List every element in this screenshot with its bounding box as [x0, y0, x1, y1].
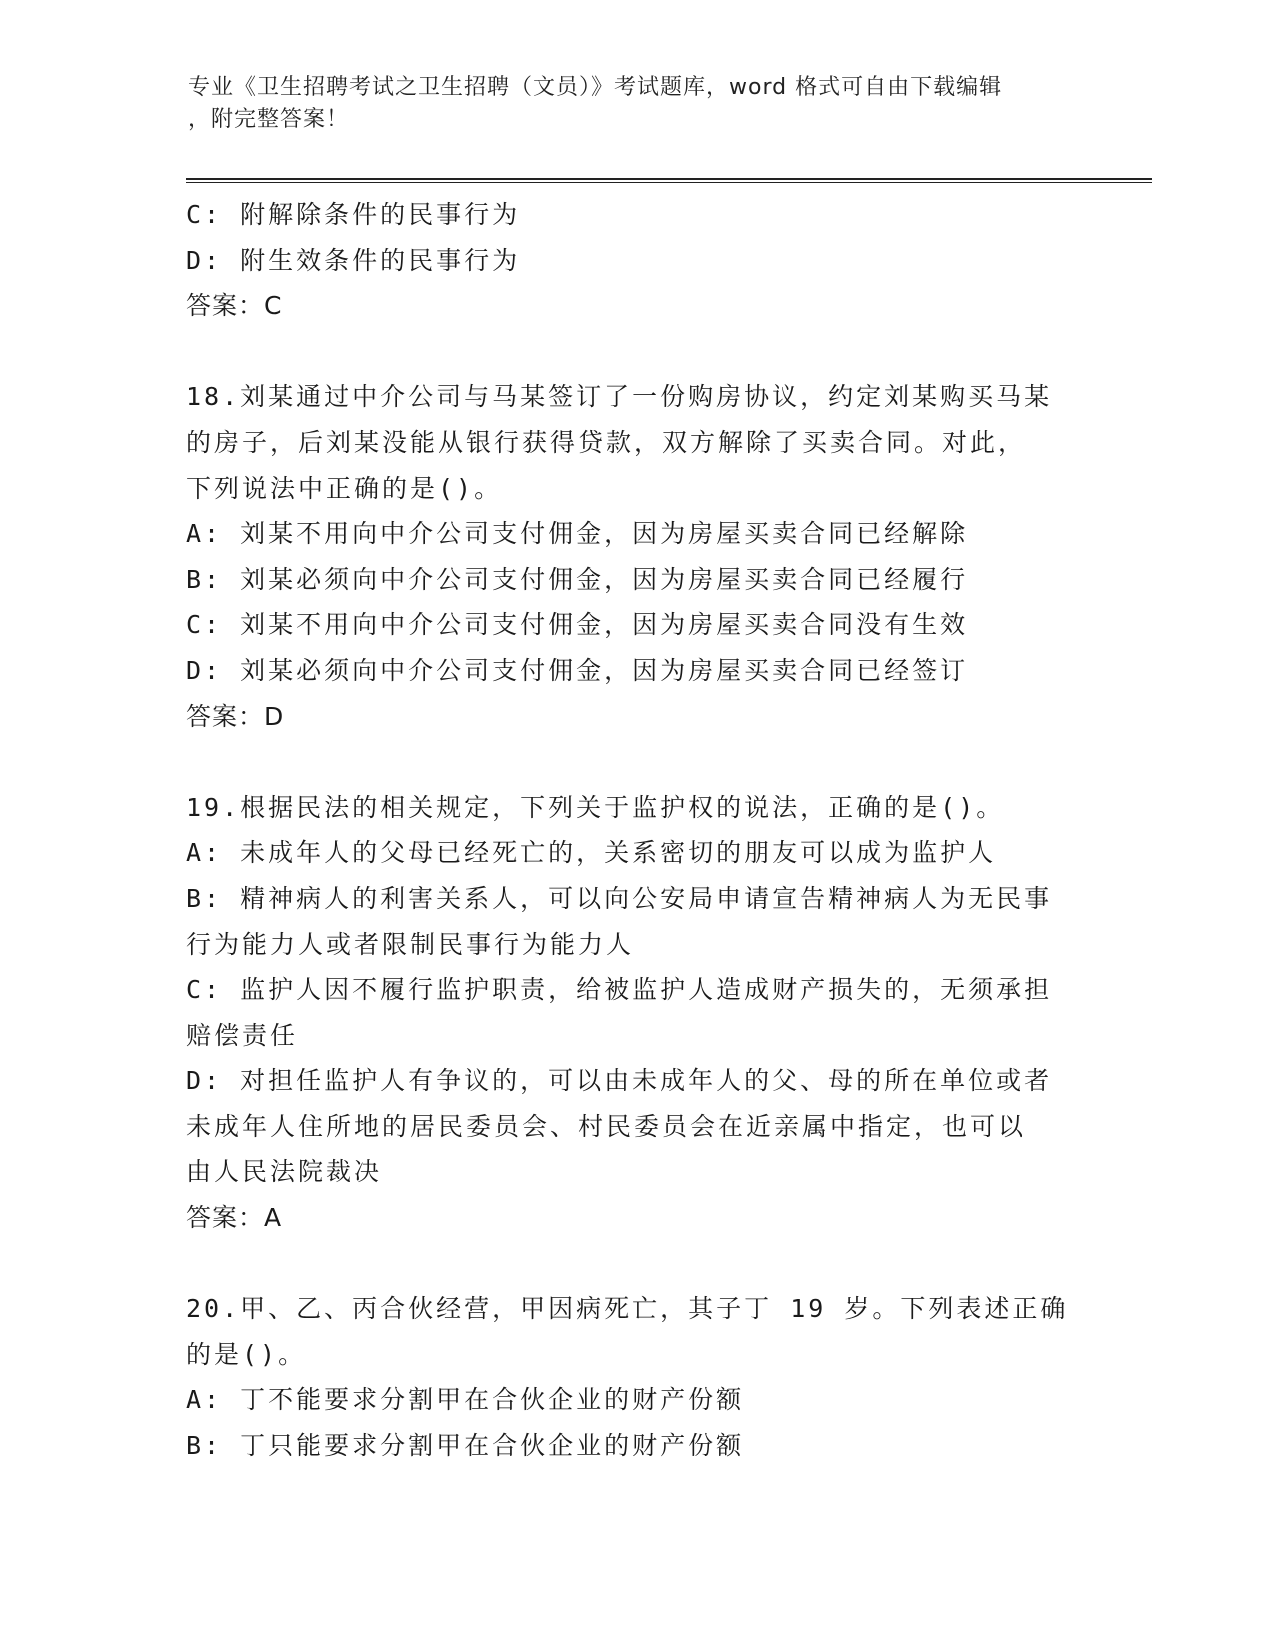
q19-option-d-line-2: 未成年人住所地的居民委员会、村民委员会在近亲属中指定，也可以	[186, 1111, 1027, 1141]
document-header	[188, 72, 1088, 136]
q20-option-b: B: 丁只能要求分割甲在合伙企业的财产份额	[186, 1431, 745, 1461]
q19-answer: 答案：A	[186, 1203, 283, 1233]
q18-stem-line-1: 18.刘某通过中介公司与马某签订了一份购房协议，约定刘某购买马某	[186, 382, 1053, 412]
q19-option-c-line-1: C: 监护人因不履行监护职责，给被监护人造成财产损失的，无须承担	[186, 975, 1053, 1005]
header-divider	[186, 178, 1152, 183]
q19-option-d-line-3: 由人民法院裁决	[186, 1157, 383, 1187]
question-18	[186, 374, 1086, 739]
spacer	[186, 1241, 1086, 1287]
q19-option-b-line-1: B: 精神病人的利害关系人，可以向公安局申请宣告精神病人为无民事	[186, 883, 1053, 913]
q19-option-d-line-1: D: 对担任监护人有争议的，可以由未成年人的父、母的所在单位或者	[186, 1066, 1053, 1096]
q17-answer: 答案：C	[186, 291, 283, 321]
q18-option-b: B: 刘某必须向中介公司支付佣金，因为房屋买卖合同已经履行	[186, 564, 969, 594]
spacer	[186, 329, 1086, 375]
q20-stem-line-2: 的是()。	[186, 1339, 307, 1369]
question-content	[186, 192, 1086, 1469]
q18-answer: 答案：D	[186, 701, 285, 731]
q20-option-a: A: 丁不能要求分割甲在合伙企业的财产份额	[186, 1385, 745, 1415]
q18-option-c: C: 刘某不用向中介公司支付佣金，因为房屋买卖合同没有生效	[186, 610, 969, 640]
q19-option-a: A: 未成年人的父母已经死亡的，关系密切的朋友可以成为监护人	[186, 838, 997, 868]
q18-option-d: D: 刘某必须向中介公司支付佣金，因为房屋买卖合同已经签订	[186, 655, 969, 685]
q17-option-c: C: 附解除条件的民事行为	[186, 200, 521, 229]
question-20	[186, 1286, 1086, 1468]
q18-stem-line-2: 的房子，后刘某没能从银行获得贷款，双方解除了买卖合同。对此，	[186, 427, 1027, 457]
question-17	[186, 192, 1086, 329]
q20-stem-line-1: 20.甲、乙、丙合伙经营，甲因病死亡，其子丁 19 岁。下列表述正确	[186, 1294, 1069, 1324]
question-19	[186, 785, 1086, 1241]
q19-option-c-line-2: 赔偿责任	[186, 1020, 299, 1050]
q19-stem-line-1: 19.根据民法的相关规定，下列关于监护权的说法，正确的是()。	[186, 792, 1005, 822]
q17-option-d: D: 附生效条件的民事行为	[186, 245, 521, 275]
spacer	[186, 739, 1086, 785]
header-line-2: ，附完整答案！	[188, 107, 350, 132]
q19-option-b-line-2: 行为能力人或者限制民事行为能力人	[186, 929, 635, 959]
header-line-1: 专业《卫生招聘考试之卫生招聘（文员）》考试题库，word 格式可自由下载编辑	[188, 75, 1003, 100]
q18-option-a: A: 刘某不用向中介公司支付佣金，因为房屋买卖合同已经解除	[186, 519, 969, 549]
q18-stem-line-3: 下列说法中正确的是()。	[186, 473, 503, 503]
